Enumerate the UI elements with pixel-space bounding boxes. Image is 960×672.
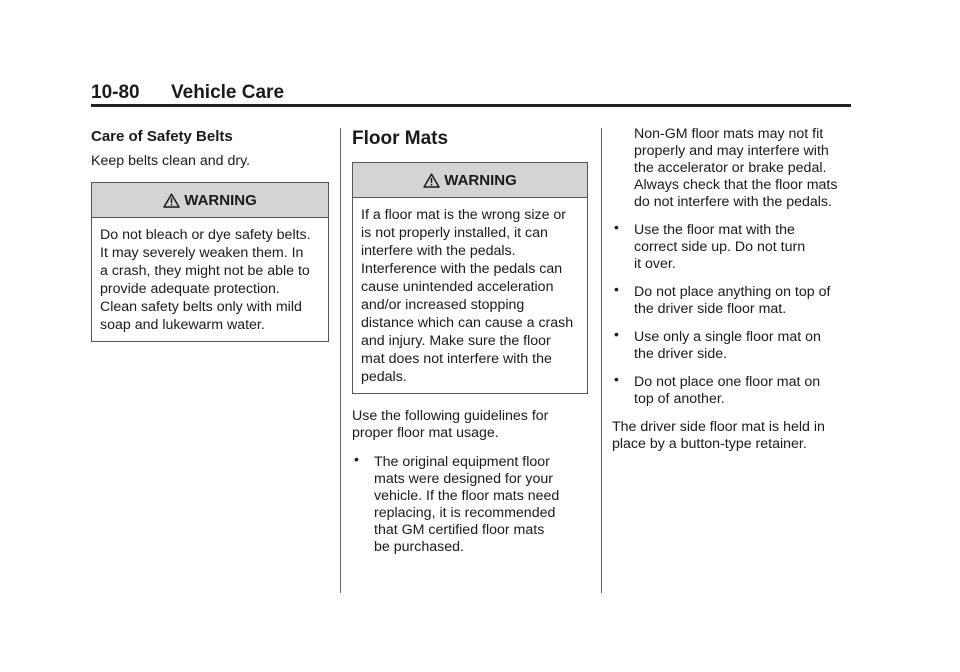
- text-line: The driver side floor mat is held in: [612, 419, 825, 435]
- warning-header: [353, 163, 587, 198]
- bullet-icon: •: [614, 371, 619, 387]
- text-line: Use only a single floor mat on: [634, 329, 821, 345]
- floor-mats-warning-box: [352, 162, 588, 394]
- warning-line: distance which can cause a crash: [361, 315, 574, 331]
- warning-line: is not properly installed, it can: [361, 225, 548, 241]
- text-line: proper floor mat usage.: [352, 425, 499, 441]
- floor-mats-heading: Floor Mats: [352, 128, 449, 149]
- text-line: the driver side.: [634, 346, 728, 362]
- warning-line: Interference with the pedals can: [361, 261, 563, 277]
- safety-belts-warning-box: [91, 182, 329, 342]
- column-divider: [601, 128, 602, 593]
- warning-line: pedals.: [361, 369, 407, 385]
- list-item: [352, 451, 588, 556]
- text-line: that GM certified floor mats: [374, 522, 545, 538]
- text-line: Use the floor mat with the: [634, 222, 795, 238]
- text-line: Use the following guidelines for: [352, 408, 549, 424]
- text-line: mats were designed for your: [374, 471, 554, 487]
- guidelines-intro: [352, 408, 588, 442]
- warning-line: mat does not interfere with the: [361, 351, 552, 367]
- text-line: Do not place anything on top of: [634, 284, 831, 300]
- warning-line: cause unintended acceleration: [361, 279, 554, 295]
- bullet-icon: •: [354, 451, 359, 467]
- column-2: [352, 122, 588, 567]
- text-line: correct side up. Do not turn: [634, 239, 806, 255]
- section-title: Vehicle Care: [171, 82, 285, 103]
- text-line: place by a button-type retainer.: [612, 436, 807, 452]
- warning-line: Clean safety belts only with mild: [100, 299, 302, 315]
- list-item: [612, 281, 852, 318]
- warning-line: and injury. Make sure the floor: [361, 333, 551, 349]
- list-item: [612, 219, 852, 273]
- warning-triangle-icon: [163, 193, 180, 208]
- warning-body: [353, 198, 587, 393]
- text-line: Do not place one floor mat on: [634, 374, 821, 390]
- column-1: [91, 122, 329, 356]
- warning-line: a crash, they might not be able to: [100, 263, 310, 279]
- text-line: replacing, it is recommended: [374, 505, 556, 521]
- text-line: Always check that the floor mats: [634, 177, 838, 193]
- page-header: [91, 82, 851, 106]
- text-line: do not interfere with the pedals.: [634, 194, 832, 210]
- text-line: be purchased.: [374, 539, 464, 555]
- bullet-icon: •: [614, 281, 619, 297]
- bullet-icon: •: [614, 326, 619, 342]
- column-divider: [340, 128, 341, 593]
- guidelines-list: [352, 451, 588, 556]
- list-item: [612, 326, 852, 363]
- text-line: top of another.: [634, 391, 725, 407]
- warning-triangle-icon: [423, 173, 440, 188]
- text-line: it over.: [634, 256, 676, 272]
- text-line: properly and may interfere with: [634, 143, 829, 159]
- warning-line: It may severely weaken them. In: [100, 245, 304, 261]
- warning-title: WARNING: [184, 191, 257, 209]
- warning-line: interfere with the pedals.: [361, 243, 516, 259]
- safety-belts-intro: Keep belts clean and dry.: [91, 153, 251, 169]
- guidelines-list: [612, 219, 852, 408]
- text-line: Non-GM floor mats may not fit: [634, 126, 824, 142]
- text-line: the driver side floor mat.: [634, 301, 787, 317]
- warning-line: soap and lukewarm water.: [100, 317, 265, 333]
- warning-header: [92, 183, 328, 218]
- header-rule: [91, 104, 851, 107]
- text-line: the accelerator or brake pedal.: [634, 160, 827, 176]
- bullet-continuation: [612, 126, 852, 211]
- warning-line: and/or increased stopping: [361, 297, 525, 313]
- column-3: [612, 122, 852, 453]
- bullet-icon: •: [614, 219, 619, 235]
- text-line: The original equipment floor: [374, 454, 550, 470]
- warning-body: [92, 218, 328, 341]
- list-item: [612, 371, 852, 408]
- warning-line: provide adequate protection.: [100, 281, 280, 297]
- text-line: vehicle. If the floor mats need: [374, 488, 560, 504]
- safety-belts-heading: Care of Safety Belts: [91, 128, 233, 145]
- retainer-note: [612, 419, 852, 453]
- warning-line: Do not bleach or dye safety belts.: [100, 227, 311, 243]
- page-number: 10-80: [91, 82, 140, 103]
- warning-title: WARNING: [444, 171, 517, 189]
- warning-line: If a floor mat is the wrong size or: [361, 207, 567, 223]
